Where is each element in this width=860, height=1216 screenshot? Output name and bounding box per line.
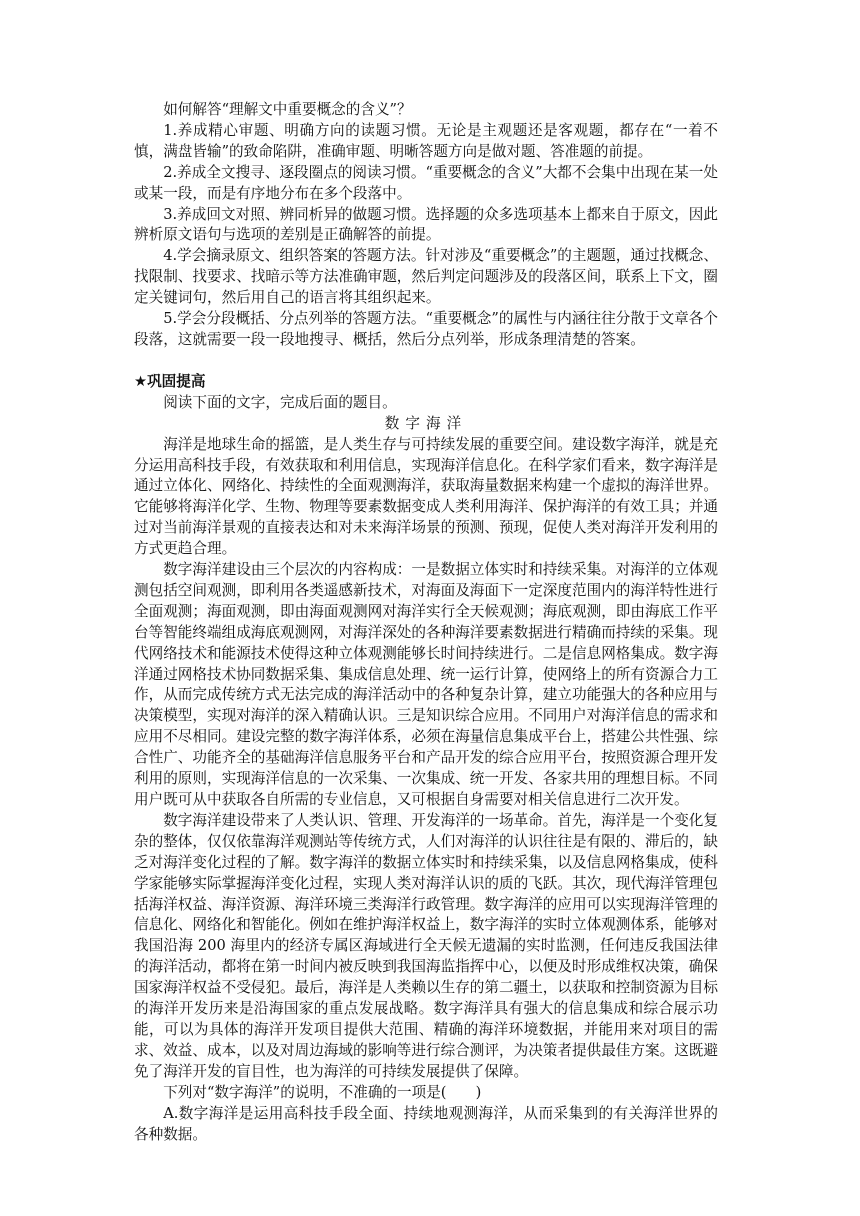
tip-1: 1.养成精心审题、明确方向的读题习惯。无论是主观题还是客观题，都存在“一着不慎，满盘皆输”的致命陷阱，准确审题、明晰答题方向是做对题、答准题的前提。 [134, 121, 718, 160]
tip-3: 3.养成回文对照、辨同析异的做题习惯。选择题的众多选项基本上都来自于原文，因此辨析原文语句与选项的差别是正确解答的前提。 [134, 205, 718, 244]
section-heading: ★巩固提高 [134, 372, 206, 390]
passage-title: 数字海洋 [384, 414, 468, 432]
tip-2: 2.养成全文搜寻、逐段圈点的阅读习惯。“重要概念的含义”大都不会集中出现在某一处或某一段，而是有序地分布在多个段落中。 [134, 163, 718, 202]
passage-paragraph-1: 海洋是地球生命的摇篮，是人类生存与可持续发展的重要空间。建设数字海洋，就是充分运用高科技手段，有效获取和利用信息，实现海洋信息化。在科学家们看来，数字海洋是通过立体化、网络化、持续性的全面观测海洋，获取海量数据来构建一个虚拟的海洋世界。它能够将海洋化学、生物、物理等要素数据变成人类利用海洋、保护海洋的有效工具；并通过对当前海洋景观的直接表达和对未来海洋场景的预测、预现，促使人类对海洋开发利用的方式更趋合理。 [134, 435, 718, 558]
question-stem: 下列对“数字海洋”的说明，不准确的一项是( ) [163, 1083, 482, 1101]
option-a: A.数字海洋是运用高科技手段全面、持续地观测海洋，从而采集到的有关海洋世界的各种数据。 [134, 1104, 718, 1143]
instruction: 阅读下面的文字，完成后面的题目。 [163, 393, 397, 411]
section-spacer [134, 351, 718, 372]
passage-paragraph-3: 数字海洋建设带来了人类认识、管理、开发海洋的一场革命。首先，海洋是一个变化复杂的整体，仅仅依靠海洋观测站等传统方式，人们对海洋的认识往往是有限的、滞后的，缺乏对海洋变化过程的了解。数字海洋的数据立体实时和持续采集，以及信息网格集成，使科学家能够实际掌握海洋变化过程，实现人类对海洋认识的质的飞跃。其次，现代海洋管理包括海洋权益、海洋资源、海洋环境三类海洋行政管理。数字海洋的应用可以实现海洋管理的信息化、网络化和智能化。例如在维护海洋权益上，数字海洋的实时立体观测体系，能够对我国沿海 200 海里内的经济专属区海域进行全天候无遗漏的实时监测，任何违反我国法律的海洋活动，都将在第一时间内被反映到我国海监指挥中心，以便及时形成维权决策，确保国家海洋权益不受侵犯。最后，海洋是人类赖以生存的第二疆土，以获取和控制资源为目标的海洋开发历来是沿海国家的重点发展战略。数字海洋具有强大的信息集成和综合展示功能，可以为具体的海洋开发项目提供大范围、精确的海洋环境数据，并能用来对项目的需求、效益、成本，以及对周边海域的影响等进行综合测评，为决策者提供最佳方案。这既避免了海洋开发的盲目性，也为海洋的可持续发展提供了保障。 [134, 811, 718, 1080]
tip-5: 5.学会分段概括、分点列举的答题方法。“重要概念”的属性与内涵往往分散于文章各个段落，这就需要一段一段地搜寻、概括，然后分点列举，形成条理清楚的答案。 [134, 310, 718, 348]
document-page [134, 100, 718, 1145]
tip-4: 4.学会摘录原文、组织答案的答题方法。针对涉及“重要概念”的主题题，通过找概念、找限制、找要求、找暗示等方法准确审题，然后判定问题涉及的段落区间，联系上下文，圈定关键词句，然后用自己的语言将其组织起来。 [134, 247, 718, 307]
passage-paragraph-2: 数字海洋建设由三个层次的内容构成：一是数据立体实时和持续采集。对海洋的立体观测包括空间观测，即利用各类遥感新技术，对海面及海面下一定深度范围内的海洋特性进行全面观测；海面观测，即由海面观测网对海洋实行全天候观测；海底观测，即由海底工作平台等智能终端组成海底观测网，对海洋深处的各种海洋要素数据进行精确而持续的采集。现代网络技术和能源技术使得这种立体观测能够长时间持续进行。二是信息网格集成。数字海洋通过网格技术协同数据采集、集成信息处理、统一运行计算，使网络上的所有资源合力工作，从而完成传统方式无法完成的海洋活动中的各种复杂计算，建立功能强大的各种应用与决策模型，实现对海洋的深入精确认识。三是知识综合应用。不同用户对海洋信息的需求和应用不尽相同。建设完整的数字海洋体系，必须在海量信息集成平台上，搭建公共性强、综合性广、功能齐全的基础海洋信息服务平台和产品开发的综合应用平台，按照资源合理开发利用的原则，实现海洋信息的一次采集、一次集成、统一开发、各家共用的理想目标。不同用户既可从中获取各自所需的专业信息，又可根据自身需要对相关信息进行二次开发。 [134, 561, 718, 808]
intro-question: 如何解答“理解文中重要概念的含义”？ [163, 101, 412, 118]
